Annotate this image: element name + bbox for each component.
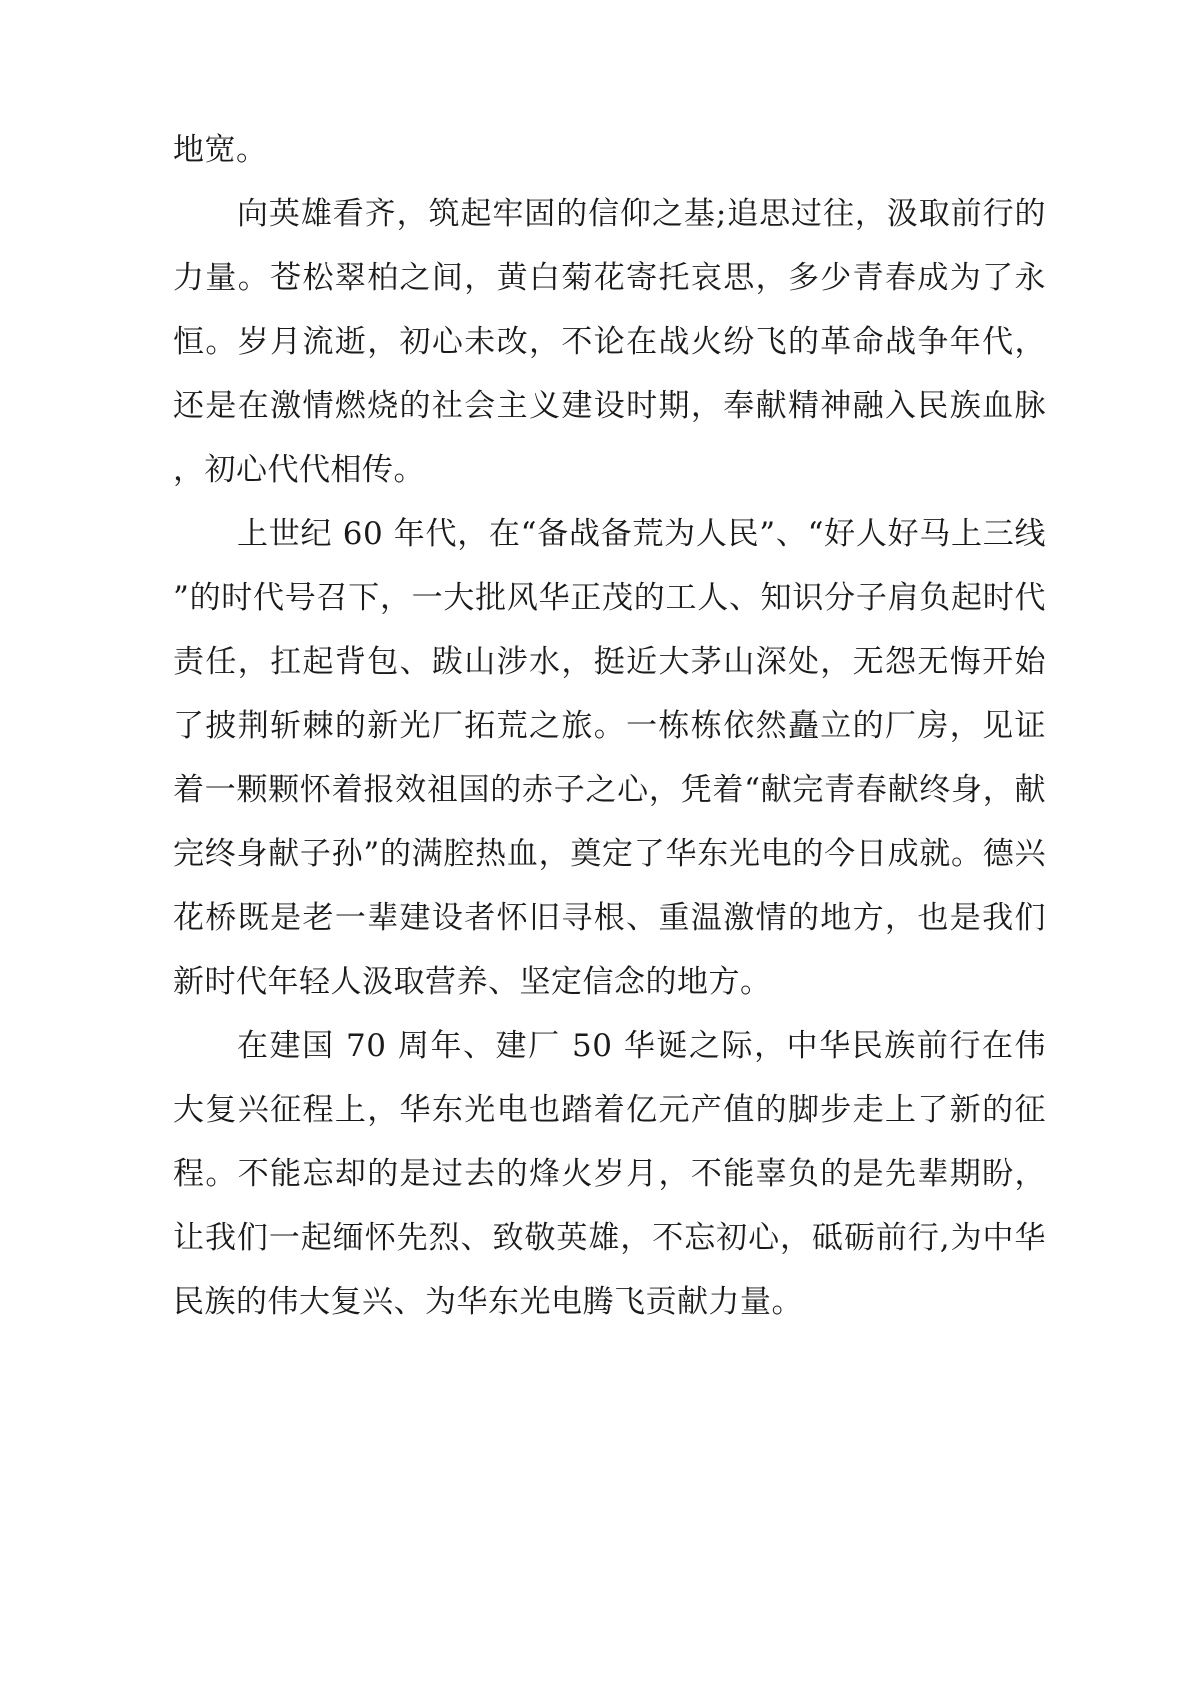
paragraph-anniversary: 在建国 70 周年、建厂 50 华诞之际，中华民族前行在伟大复兴征程上，华东光电也踏着亿元产值的脚步走上了新的征程。不能忘却的是过去的烽火岁月，不能辜负的是先辈期盼，让我们一起缅怀先烈、致敬英雄，不忘初心，砥砺前行,为中华民族的伟大复兴、为华东光电腾飞贡献力量。	[173, 1028, 1046, 1320]
paragraph-1960s-history: 上世纪 60 年代，在“备战备荒为人民”、“好人好马上三线”的时代号召下，一大批风华正茂的工人、知识分子肩负起时代责任，扛起背包、跋山涉水，挺近大茅山深处，无怨无悔开始了披荆斩棘的新光厂拓荒之旅。一栋栋依然矗立的厂房，见证着一颗颗怀着报效祖国的赤子之心，凭着“献完青春献终身，献完终身献子孙”的满腔热血，奠定了华东光电的今日成就。德兴花桥既是老一辈建设者怀旧寻根、重温激情的地方，也是我们新时代年轻人汲取营养、坚定信念的地方。	[173, 516, 1046, 1000]
paragraph-heroes: 向英雄看齐，筑起牢固的信仰之基;追思过往，汲取前行的力量。苍松翠柏之间，黄白菊花寄托哀思，多少青春成为了永恒。岁月流逝，初心未改，不论在战火纷飞的革命战争年代，还是在激情燃烧的社会主义建设时期，奉献精神融入民族血脉，初心代代相传。	[173, 196, 1046, 488]
paragraph-continuation: 地宽。	[173, 132, 268, 168]
document-body	[173, 118, 1046, 1334]
